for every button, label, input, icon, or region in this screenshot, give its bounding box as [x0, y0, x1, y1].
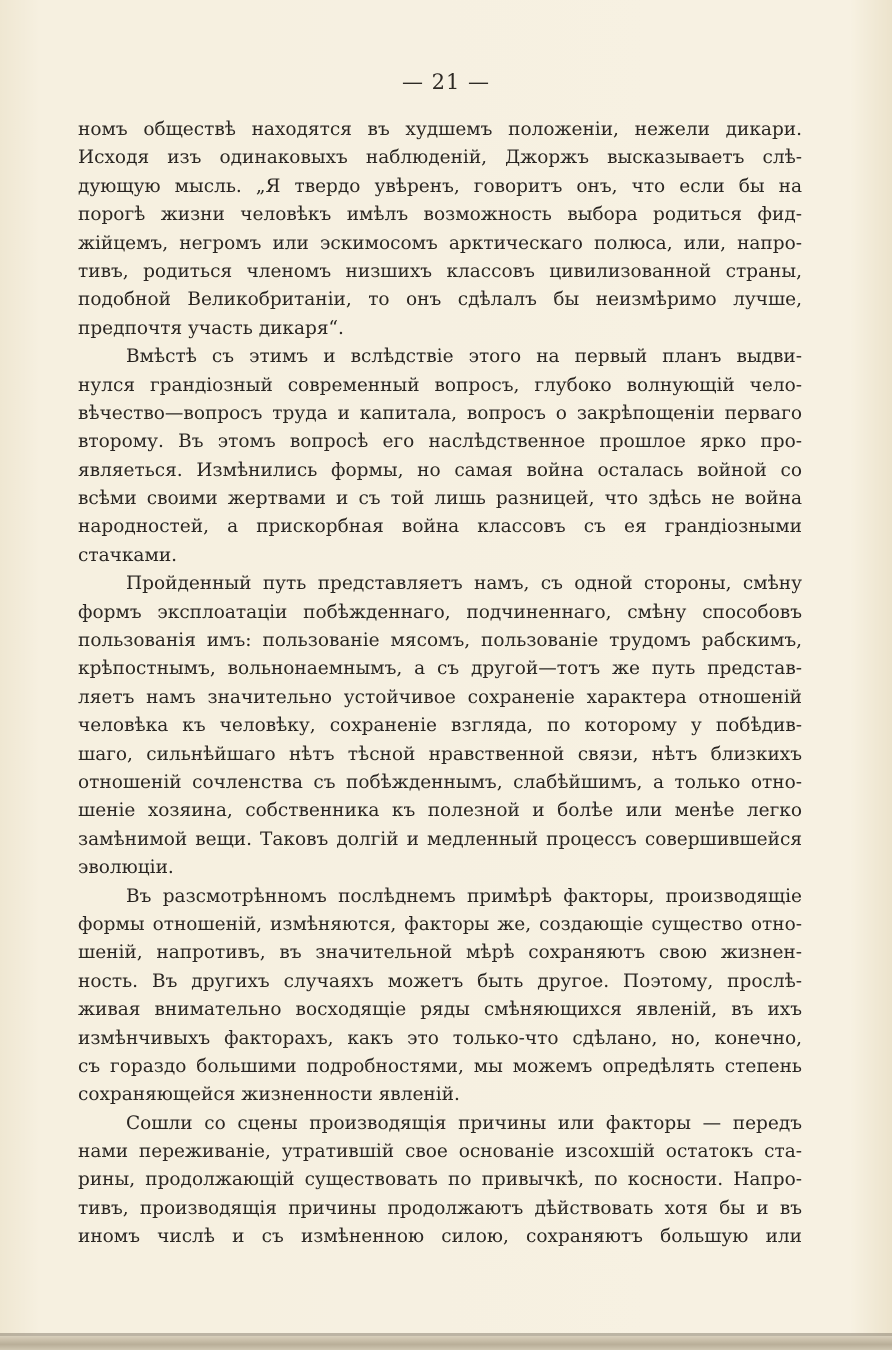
text-line: съ гораздо большими подробностями, мы можемъ опредѣлять степень [78, 1055, 802, 1077]
text-line: Въ разсмотрѣнномъ послѣднемъ примѣрѣ факторы, производящіе [126, 885, 802, 907]
page-number: — 21 — [401, 70, 491, 94]
text-line: вѣчество—вопросъ труда и капитала, вопросъ о закрѣпощеніи перваго [78, 402, 802, 424]
text-line: являеться. Измѣнились формы, но самая война осталась войной со [78, 459, 802, 481]
text-line: предпочтя участь дикаря“. [78, 317, 344, 339]
text-line: шеніе хозяина, собственника къ полезной и болѣе или менѣе легко [78, 800, 802, 822]
text-line: шеній, напротивъ, въ значительной мѣрѣ сохраняютъ свою жизнен- [78, 942, 802, 964]
text-line: Пройденный путь представляетъ намъ, съ одной стороны, смѣну [126, 573, 802, 595]
text-line: Исходя изъ одинаковыхъ наблюденій, Джоржъ высказываетъ слѣ- [78, 147, 802, 169]
text-line: тивъ, производящія причины продолжаютъ дѣйствовать хотя бы и въ [78, 1197, 802, 1219]
text-line: измѣнчивыхъ факторахъ, какъ это только-что сдѣлано, но, конечно, [78, 1027, 802, 1049]
text-line: стачками. [78, 544, 178, 566]
text-line: сохраняющейся жизненности явленій. [78, 1084, 460, 1106]
text-line: жійцемъ, негромъ или эскимосомъ арктическаго полюса, или, напро- [78, 232, 802, 254]
text-line: иномъ числѣ и съ измѣненною силою, сохраняютъ большую или [78, 1226, 802, 1248]
text-line: второму. Въ этомъ вопросѣ его наслѣдственное прошлое ярко про- [78, 431, 802, 453]
body-text [78, 116, 802, 1252]
text-line: тивъ, родиться членомъ низшихъ классовъ цивилизованной страны, [78, 260, 802, 282]
text-line: подобной Великобританіи, то онъ сдѣлалъ бы неизмѣримо лучше, [78, 289, 802, 311]
page-bottom-edge [0, 1336, 892, 1350]
text-line: номъ обществѣ находятся въ худшемъ положеніи, нежели дикари. [78, 119, 802, 140]
text-line: крѣпостнымъ, вольнонаемнымъ, а съ другой—тотъ же путь представ- [78, 658, 802, 680]
text-line: всѣми своими жертвами и съ той лишь разницей, что здѣсь не война [78, 488, 802, 510]
text-line: формъ эксплоатаціи побѣжденнаго, подчиненнаго, смѣну способовъ [78, 601, 802, 623]
text-line: живая внимательно восходящіе ряды смѣняющихся явленій, въ ихъ [78, 999, 802, 1021]
text-line: нами переживаніе, утратившій свое основаніе изсохшій остатокъ ста- [78, 1141, 802, 1163]
text-line: рины, продолжающій существовать по привычкѣ, по косности. Напро- [78, 1169, 802, 1191]
text-line: дующую мысль. „Я твердо увѣренъ, говоритъ онъ, что если бы на [78, 175, 802, 197]
text-line: отношеній сочленства съ побѣжденнымъ, слабѣйшимъ, а только отно- [78, 771, 802, 793]
text-line: замѣнимой вещи. Таковъ долгій и медленный процессъ совершившейся [78, 828, 802, 850]
text-line: ляетъ намъ значительно устойчивое сохраненіе характера отношеній [78, 686, 802, 708]
text-line: пользованія имъ: пользованіе мясомъ, пользованіе трудомъ рабскимъ, [78, 630, 802, 652]
text-line: формы отношеній, измѣняются, факторы же, создающіе существо отно- [78, 913, 802, 935]
text-line: Вмѣстѣ съ этимъ и вслѣдствіе этого на первый планъ выдви- [126, 346, 802, 368]
text-line: народностей, а прискорбная война классовъ съ ея грандіозными [78, 516, 802, 538]
text-line: человѣка къ человѣку, сохраненіе взгляда, по которому у побѣдив- [78, 715, 802, 737]
text-line: Сошли со сцены производящія причины или факторы — передъ [126, 1112, 802, 1134]
text-line: порогѣ жизни человѣкъ имѣлъ возможность выбора родиться фид- [78, 204, 802, 226]
text-line: эволюціи. [78, 857, 174, 879]
text-line: шаго, сильнѣйшаго нѣтъ тѣсной нравственной связи, нѣтъ близкихъ [78, 743, 802, 765]
text-line: ность. Въ другихъ случаяхъ можетъ быть другое. Поэтому, прослѣ- [78, 970, 802, 992]
text-line: нулся грандіозный современный вопросъ, глубоко волнующій чело- [78, 374, 802, 396]
